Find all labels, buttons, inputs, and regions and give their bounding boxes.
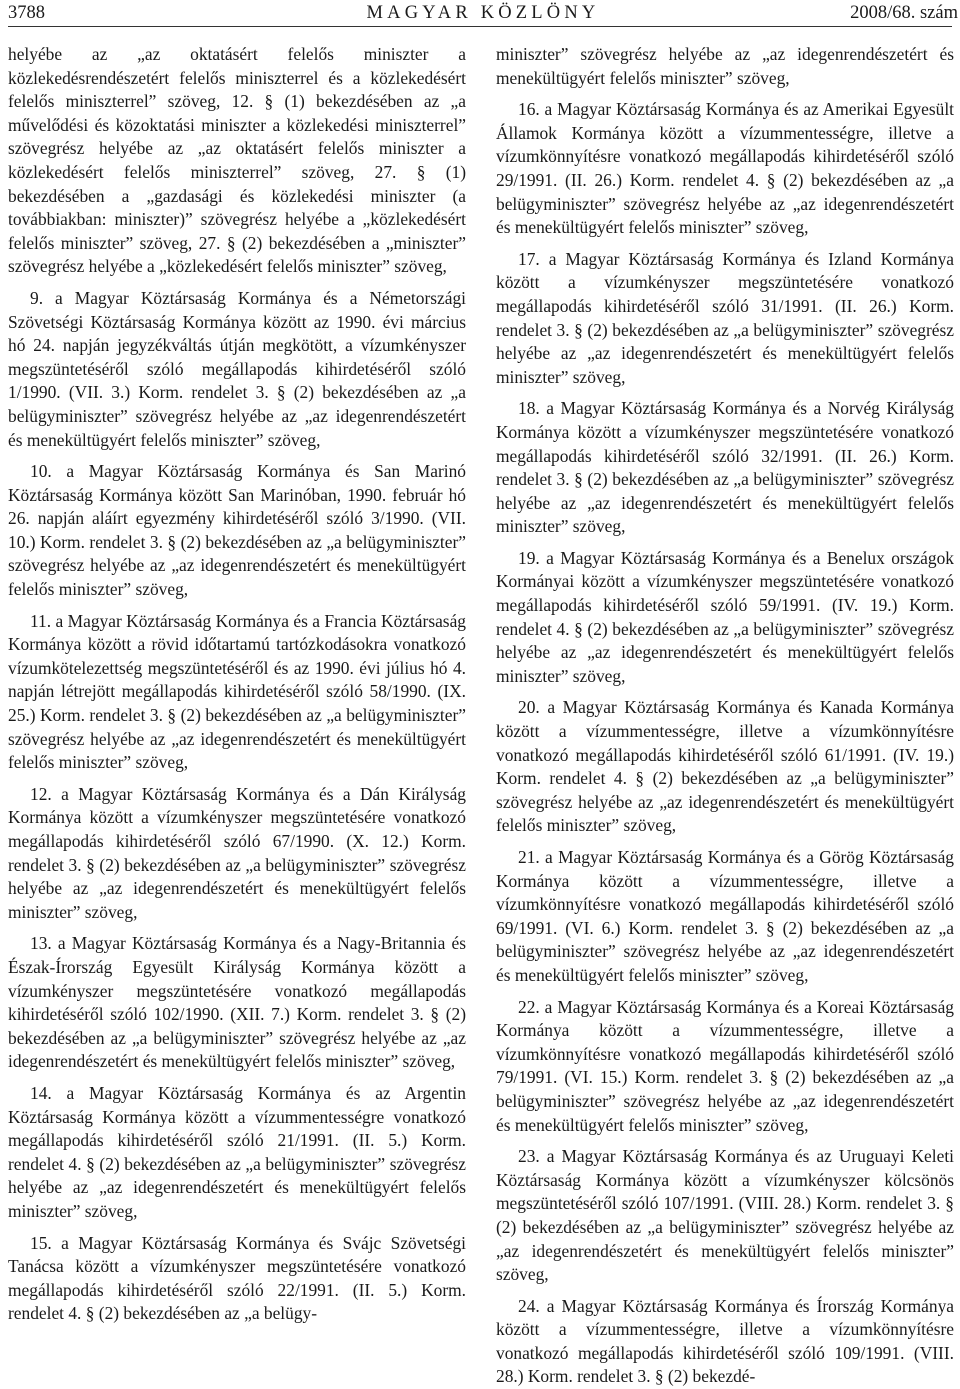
right-column xyxy=(496,43,954,1389)
paragraph-15-continued: miniszter” szövegrész helyébe az „az idegenrendészetért és menekültügyért felelős miniszter” szöveg, xyxy=(496,44,954,88)
paragraph-11: 11. a Magyar Köztársaság Kormánya és a Francia Köztársaság Kormánya között a rövid időtartamú tartózkodásokra vonatkozó vízumkötelezettség megszüntetéséről és az 1990. évi július hó 4. napján létrejött megállapodás kihirdetéséről szóló 58/1990. (IX. 25.) Korm. rendelet 3. § (2) bekezdésében az „a belügyminiszter” szövegrész helyébe az „az idegenrendészetért és menekültügyért felelős miniszter” szöveg, xyxy=(8,610,466,773)
paragraph-23: 23. a Magyar Köztársaság Kormánya és az Uruguayi Keleti Köztársaság Kormánya között a vízumkényszer kölcsönös megszüntetéséről szóló 107/1991. (VIII. 28.) Korm. rendelet 3. § (2) bekezdésében az „a belügyminiszter” szövegrész helyébe az „az idegenrendészetért és menekültügyért felelős miniszter” szöveg, xyxy=(496,1146,954,1285)
paragraph-20: 20. a Magyar Köztársaság Kormánya és Kanada Kormánya között a vízummentességre, illetve a vízumkönnyítésre vonatkozó megállapodás kihirdetéséről szóló 61/1991. (IV. 19.) Korm. rendelet 4. § (2) bekezdésében az „a belügyminiszter” szövegrész helyébe az „az idegenrendészetért és menekültügyért felelős miniszter” szöveg, xyxy=(496,697,954,836)
paragraph-16: 16. a Magyar Köztársaság Kormánya és az Amerikai Egyesült Államok Kormánya között a vízummentességre, illetve a vízumkönnyítésre vonatkozó megállapodás kihirdetéséről szóló 29/1991. (II. 26.) Korm. rendelet 4. § (2) bekezdésében az „a belügyminiszter” szövegrész helyébe az „az idegenrendészetért és menekültügyért felelős miniszter” szöveg, xyxy=(496,99,954,238)
paragraph-19: 19. a Magyar Köztársaság Kormánya és a Benelux országok Kormányai között a vízumkényszer megszüntetésére vonatkozó megállapodás kihirdetéséről szóló 59/1991. (IV. 19.) Korm. rendelet 4. § (2) bekezdésében az „a belügyminiszter” szövegrész helyébe az „az idegenrendészetért és menekültügyért felelős miniszter” szöveg, xyxy=(496,547,954,686)
page-number: 3788 xyxy=(8,3,45,23)
journal-title: MAGYAR KÖZLÖNY xyxy=(366,3,600,23)
paragraph-continued: helyébe az „az oktatásért felelős miniszter a közlekedésrendészetért felelős miniszterrel és a közlekedésért felelős miniszterrel” szöveg, 12. § (1) bekezdésében az „a művelődési és közoktatási miniszter a közlekedési miniszterrel” szövegrész helyébe az „az oktatásért felelős miniszter a közlekedésért felelős miniszterrel” szöveg, 27. § (1) bekezdésében a „gazdasági és közlekedési miniszter (a továbbiakban: miniszter)” szövegrész helyébe a „közlekedésért felelős miniszter” szöveg, 27. § (2) bekezdésében a „miniszter” szövegrész helyébe a „közlekedésért felelős miniszter” szöveg, xyxy=(8,44,466,277)
paragraph-17: 17. a Magyar Köztársaság Kormánya és Izland Kormánya között a vízumkényszer megszüntetésére vonatkozó megállapodás kihirdetéséről szóló 31/1991. (II. 26.) Korm. rendelet 3. § (2) bekezdésében az „a belügyminiszter” szövegrész helyébe az „az idegenrendészetért és menekültügyért felelős miniszter” szöveg, xyxy=(496,248,954,387)
paragraph-24: 24. a Magyar Köztársaság Kormánya és Írország Kormánya között a vízummentességre, illetve a vízumkönnyítésre vonatkozó megállapodás kihirdetéséről szóló 109/1991. (VIII. 28.) Korm. rendelet 3. § (2) bekezdé- xyxy=(496,1295,954,1387)
paragraph-15: 15. a Magyar Köztársaság Kormánya és Svájc Szövetségi Tanácsa között a vízumkényszer megszüntetésére vonatkozó megállapodás kihirdetéséről szóló 22/1991. (II. 5.) Korm. rendelet 4. § (2) bekezdésében az „a belügy- xyxy=(8,1232,466,1324)
paragraph-9: 9. a Magyar Köztársaság Kormánya és a Németországi Szövetségi Köztársaság Kormánya között az 1990. évi március hó 24. napján jegyzékváltás útján megkötött, a vízumkényszer megszüntetéséről szóló megállapodás kihirdetéséről szóló 1/1990. (VII. 3.) Korm. rendelet 3. § (2) bekezdésében az „a belügyminiszter” szövegrész helyébe az „az idegenrendészetért és menekültügyért felelős miniszter” szöveg, xyxy=(8,287,466,450)
left-column xyxy=(8,43,466,1326)
paragraph-21: 21. a Magyar Köztársaság Kormánya és a Görög Köztársaság Kormánya között a vízummentességre, illetve a vízumkönnyítésre vonatkozó megállapodás kihirdetéséről szóló 69/1991. (VI. 6.) Korm. rendelet 3. § (2) bekezdésében az „a belügyminiszter” szövegrész helyébe az „az idegenrendészetért és menekültügyért felelős miniszter” szöveg, xyxy=(496,847,954,985)
paragraph-10: 10. a Magyar Köztársaság Kormánya és San Marinó Köztársaság Kormánya között San Marinóban, 1990. február hó 26. napján aláírt egyezmény kihirdetéséről szóló 3/1990. (VII. 10.) Korm. rendelet 3. § (2) bekezdésében az „a belügyminiszter” szövegrész helyébe az „az idegenrendészetért és menekültügyért felelős miniszter” szöveg, xyxy=(8,461,466,600)
header-rule xyxy=(8,26,952,27)
paragraph-12: 12. a Magyar Köztársaság Kormánya és a Dán Királyság Kormánya között a vízumkényszer megszüntetésére vonatkozó megállapodás kihirdetéséről szóló 67/1990. (X. 12.) Korm. rendelet 3. § (2) bekezdésében az „a belügyminiszter” szövegrész helyébe az „az idegenrendészetért és menekültügyért felelős miniszter” szöveg, xyxy=(8,783,466,922)
issue-number: 2008/68. szám xyxy=(850,3,958,23)
paragraph-14: 14. a Magyar Köztársaság Kormánya és az Argentin Köztársaság Kormánya között a vízummentességre vonatkozó megállapodás kihirdetéséről szóló 21/1991. (II. 5.) Korm. rendelet 4. § (2) bekezdésében az „a belügyminiszter” szövegrész helyébe az „az idegenrendészetért és menekültügyért felelős miniszter” szöveg, xyxy=(8,1082,466,1221)
paragraph-18: 18. a Magyar Köztársaság Kormánya és a Norvég Királyság Kormánya között a vízumkényszer megszüntetésére vonatkozó megállapodás kihirdetéséről szóló 32/1991. (II. 26.) Korm. rendelet 3. § (2) bekezdésében az „a belügyminiszter” szövegrész helyébe az „az idegenrendészetért és menekültügyért felelős miniszter” szöveg, xyxy=(496,398,954,537)
paragraph-22: 22. a Magyar Köztársaság Kormánya és a Koreai Köztársaság Kormánya között a vízummentességre, illetve a vízumkönnyítésre vonatkozó megállapodás kihirdetéséről szóló 79/1991. (VI. 15.) Korm. rendelet 3. § (2) bekezdésében az „a belügyminiszter” szövegrész helyébe az „az idegenrendészetért és menekültügyért felelős miniszter” szöveg, xyxy=(496,996,954,1135)
page-header xyxy=(8,0,958,26)
paragraph-13: 13. a Magyar Köztársaság Kormánya és a Nagy-Britannia és Észak-Írország Egyesült Királyság Kormánya között a vízumkényszer megszüntetésére vonatkozó megállapodás kihirdetéséről szóló 102/1990. (XII. 7.) Korm. rendelet 3. § (2) bekezdésében az „a belügyminiszter” szövegrész helyébe az „az idegenrendészetért és menekültügyért felelős miniszter” szöveg, xyxy=(8,933,466,1072)
